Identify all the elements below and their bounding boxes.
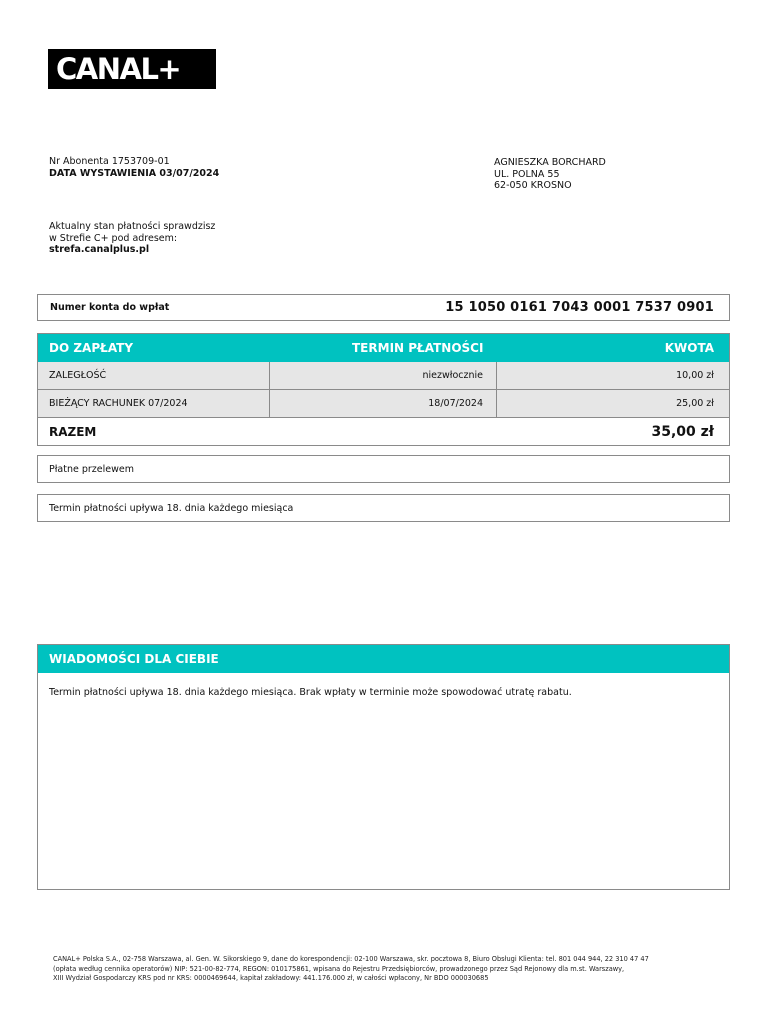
table-row	[38, 362, 729, 390]
row-due-date: niezwłocznie	[270, 362, 497, 389]
footer-line-1: CANAL+ Polska S.A., 02-758 Warszawa, al. Gen. W. Sikorskiego 9, dane do korespondencji: 02-100 Warszawa, skr. pocztowa 8, Biuro Obsługi Klienta: tel. 801 044 944, 22 310 47 47	[53, 955, 649, 963]
recipient-address	[494, 157, 606, 192]
messages-body: Termin płatności upływa 18. dnia każdego miesiąca. Brak wpłaty w terminie może spowodować utratę rabatu.	[49, 687, 572, 698]
logo-text: CANAL+	[56, 54, 181, 84]
issue-date: DATA WYSTAWIENIA 03/07/2024	[49, 167, 220, 179]
account-number: 15 1050 0161 7043 0001 7537 0901	[445, 300, 714, 315]
payment-status-info	[49, 221, 215, 256]
header-to-pay: DO ZAPŁATY	[49, 341, 134, 355]
payment-table-header	[38, 334, 729, 362]
recipient-street: UL. POLNA 55	[494, 168, 560, 180]
messages-title: WIADOMOŚCI DLA CIEBIE	[38, 645, 729, 673]
payment-method-note: Płatne przelewem	[37, 455, 730, 483]
account-number-box	[37, 294, 730, 321]
recipient-city: 62-050 KROSNO	[494, 180, 572, 191]
row-amount: 25,00 zł	[676, 398, 714, 409]
total-value: 35,00 zł	[651, 423, 714, 440]
account-label: Numer konta do wpłat	[50, 302, 170, 313]
table-row	[38, 390, 729, 418]
row-due-date: 18/07/2024	[270, 390, 497, 417]
total-row	[38, 418, 729, 445]
subscriber-number: Nr Abonenta 1753709-01	[49, 156, 170, 167]
canal-plus-logo-mark	[52, 54, 212, 84]
payment-term-note: Termin płatności upływa 18. dnia każdego miesiąca	[37, 494, 730, 522]
recipient-name: AGNIESZKA BORCHARD	[494, 157, 606, 168]
payment-table	[37, 333, 730, 446]
footer-line-3: XIII Wydział Gospodarczy KRS pod nr KRS: 0000469644, kapitał zakładowy: 441.176.000 zł, w całości wpłacony, Nr BDO 000030685	[53, 974, 489, 982]
footer-line-2: (opłata według cennika operatorów) NIP: 521-00-82-774, REGON: 010175861, wpisana do Rejestru Przedsiębiorców, prowadzonego przez Sąd Rejonowy dla m.st. Warszawy,	[53, 964, 625, 973]
status-line-1: Aktualny stan płatności sprawdzisz	[49, 221, 216, 232]
row-amount: 10,00 zł	[676, 370, 714, 381]
canal-plus-logo	[48, 49, 216, 89]
row-label: BIEŻĄCY RACHUNEK 07/2024	[38, 390, 270, 417]
row-label: ZALEGŁOŚĆ	[38, 362, 270, 389]
legal-footer	[53, 955, 733, 984]
header-amount: KWOTA	[664, 341, 714, 355]
total-label: RAZEM	[49, 424, 97, 439]
messages-panel	[37, 644, 730, 890]
status-line-2: w Strefie C+ pod adresem:	[49, 232, 178, 244]
subscriber-info	[49, 156, 219, 179]
header-due-date: TERMIN PŁATNOŚCI	[352, 341, 484, 355]
status-url-link[interactable]: strefa.canalplus.pl	[49, 244, 150, 255]
